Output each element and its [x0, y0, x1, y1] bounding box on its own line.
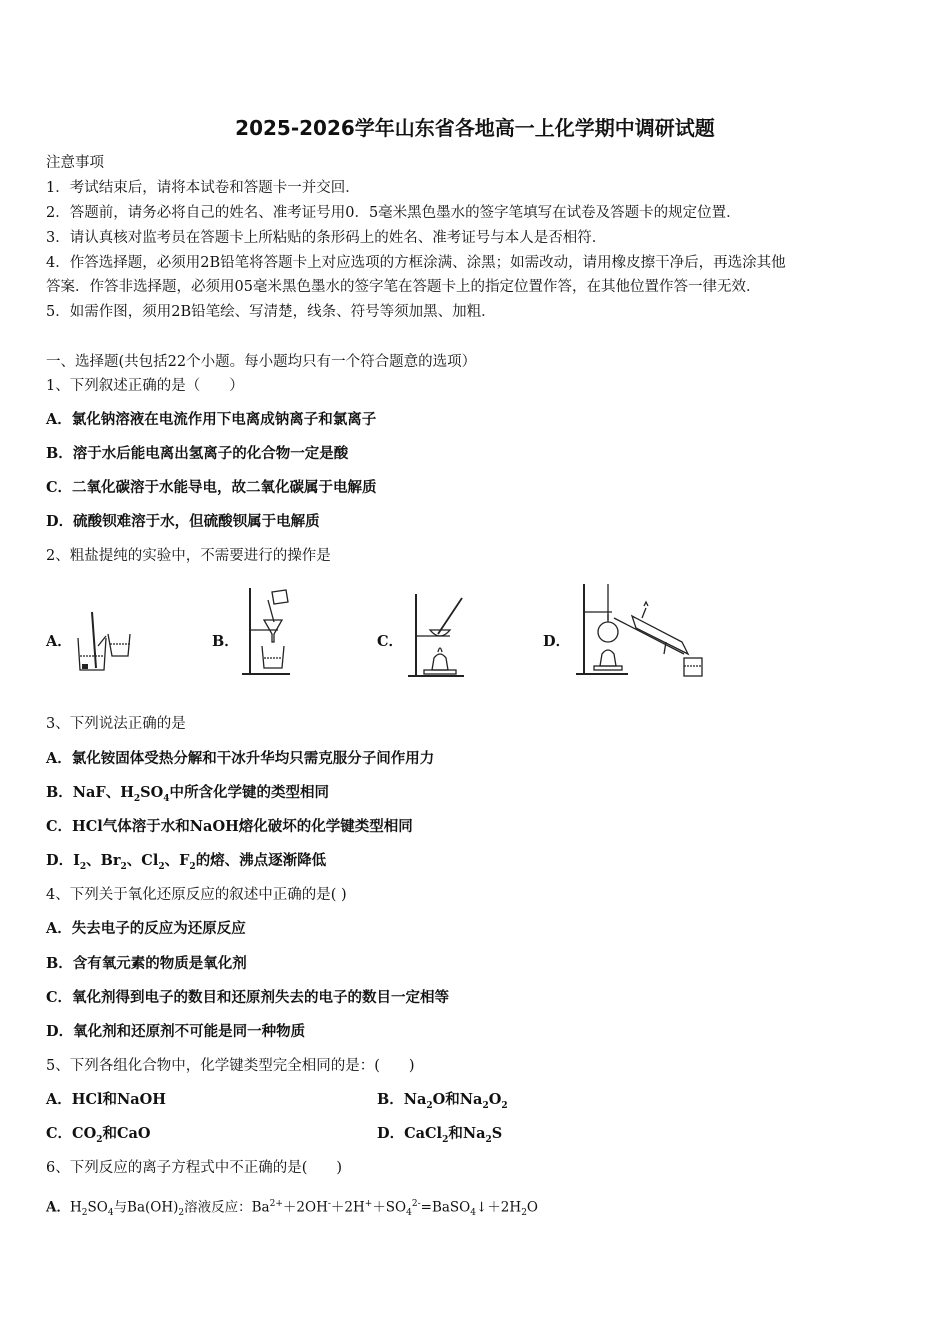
- notice-item-3: 3．请认真核对监考员在答题卡上所粘贴的条形码上的姓名、准考证号与本人是否相符．: [46, 230, 607, 246]
- q1-stem: 1、下列叙述正确的是（ ）: [46, 378, 244, 394]
- q3-option-d: D．$I_2$、$Br_2$、$Cl_2$、$F_2$的熔、沸点逐渐降低: [46, 852, 327, 872]
- q6-option-a: A．$H_2SO_4$与$Ba(OH)_2$溶液反应：$Ba^{2+}+2OH^-+2H^++SO_4^{2-}=BaSO_4↓+2H_2O$: [46, 1199, 538, 1219]
- beaker-dissolving-icon: [72, 606, 134, 674]
- q3-option-a: A．氯化铵固体受热分解和干冰升华均只需克服分子间作用力: [46, 750, 435, 767]
- q2-label-a: A．: [46, 633, 72, 650]
- q4-option-a: A．失去电子的反应为还原反应: [46, 920, 246, 937]
- notice-item-1: 1．考试结束后，请将本试卷和答题卡一并交回．: [46, 180, 360, 196]
- notice-heading: 注意事项: [46, 155, 104, 171]
- q2-label-b: B．: [212, 633, 239, 650]
- q2-label-c: C．: [377, 633, 404, 650]
- q3-option-c: C．HCl气体溶于水和NaOH熔化破坏的化学键类型相同: [46, 818, 413, 835]
- q4-option-c: C．氧化剂得到电子的数目和还原剂失去的电子的数目一定相等: [46, 989, 450, 1006]
- q3-option-b: B．NaF、$H_2SO_4$中所含化学键的类型相同: [46, 784, 330, 804]
- q4-stem: 4、下列关于氧化还原反应的叙述中正确的是( ): [46, 887, 347, 903]
- notice-item-2: 2．答题前，请务必将自己的姓名、准考证号用0．5毫米黑色墨水的签字笔填写在试卷及答题卡的规定位置．: [46, 205, 741, 221]
- q2-stem: 2、粗盐提纯的实验中，不需要进行的操作是: [46, 548, 331, 564]
- q5-stem: 5、下列各组化合物中，化学键类型完全相同的是：( ): [46, 1058, 415, 1074]
- q5-option-c: C．$CO_2$和CaO: [46, 1125, 151, 1145]
- q2-label-d: D．: [543, 633, 571, 650]
- evaporation-dish-icon: [404, 590, 470, 682]
- q4-option-b: B．含有氧元素的物质是氧化剂: [46, 955, 247, 972]
- q1-option-d: D．硫酸钡难溶于水，但硫酸钡属于电解质: [46, 513, 320, 530]
- exam-title: 2025-2026学年山东省各地高一上化学期中调研试题: [235, 116, 715, 140]
- notice-item-5: 5．如需作图，须用2B铅笔绘、写清楚，线条、符号等须加黑、加粗．: [46, 304, 496, 320]
- q3-stem: 3、下列说法正确的是: [46, 716, 186, 732]
- filtration-funnel-icon: [238, 584, 298, 680]
- q4-option-d: D．氧化剂和还原剂不可能是同一种物质: [46, 1023, 306, 1040]
- q5-option-a: A．HCl和NaOH: [46, 1091, 166, 1108]
- q1-option-a: A．氯化钠溶液在电流作用下电离成钠离子和氯离子: [46, 411, 377, 428]
- notice-item-4: 4．作答选择题，必须用2B铅笔将答题卡上对应选项的方框涂满、涂黑；如需改动，请用橡皮擦干净后，再选涂其他: [46, 255, 786, 271]
- section-heading: 一、选择题(共包括22个小题。每小题均只有一个符合题意的选项）: [46, 354, 477, 370]
- notice-item-4-cont: 答案．作答非选择题，必须用05毫米黑色墨水的签字笔在答题卡上的指定位置作答，在其他位置作答一律无效．: [46, 279, 761, 295]
- q5-option-d: D．CaCl$_2$和$Na_2S$: [377, 1125, 503, 1145]
- distillation-apparatus-icon: [572, 578, 708, 682]
- q5-option-b: B．$Na_2O$和$Na_2O_2$: [377, 1091, 508, 1111]
- q1-option-b: B．溶于水后能电离出氢离子的化合物一定是酸: [46, 445, 349, 462]
- q1-option-c: C．二氧化碳溶于水能导电，故二氧化碳属于电解质: [46, 479, 377, 496]
- q6-stem: 6、下列反应的离子方程式中不正确的是( ): [46, 1160, 343, 1176]
